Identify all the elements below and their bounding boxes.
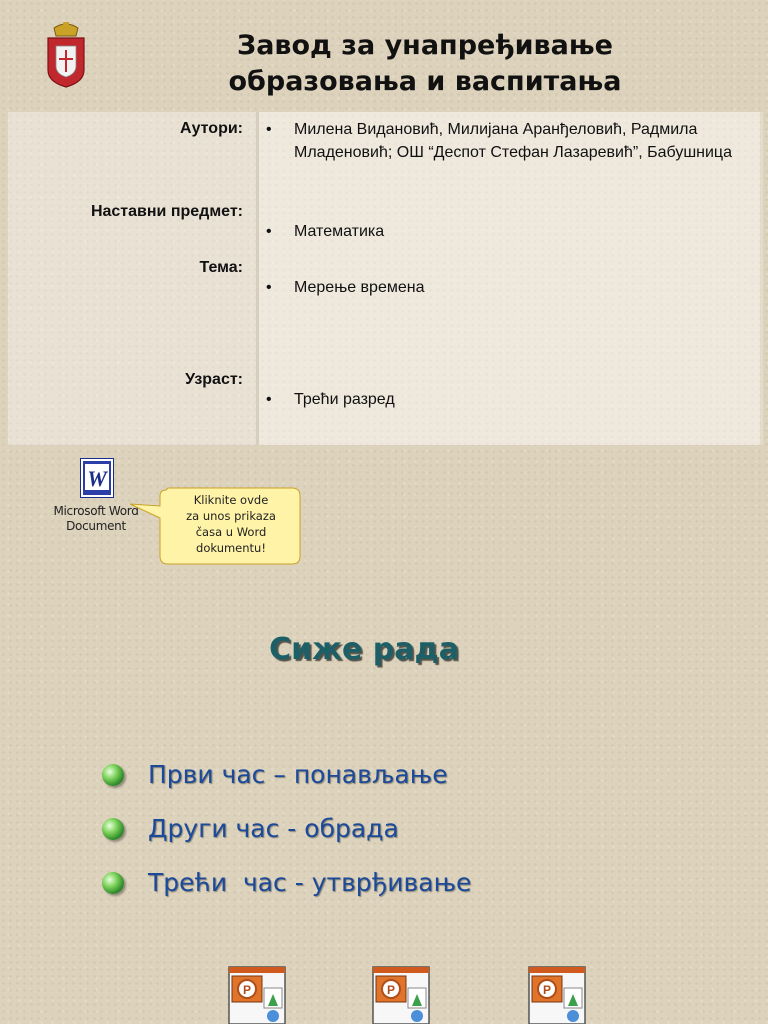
word-document-icon[interactable] <box>80 458 114 498</box>
lesson-text: Други час - обрада <box>148 814 399 843</box>
svg-text:P: P <box>242 983 252 997</box>
powerpoint-presentation-icon[interactable] <box>228 966 286 1024</box>
bullet-icon: • <box>266 279 272 296</box>
caption-line-1: Microsoft Word <box>53 504 139 518</box>
lesson-text: Трећи час - утврђивање <box>148 868 472 897</box>
callout-text <box>166 492 296 556</box>
serbian-coat-of-arms-icon <box>44 22 88 88</box>
green-bullet-icon <box>102 818 124 840</box>
institution-title <box>140 28 710 100</box>
bullet-icon: • <box>266 391 272 408</box>
authors-value <box>264 118 754 164</box>
title-line-1: Завод за унапређивање <box>237 30 613 61</box>
subject-value <box>264 220 754 243</box>
authors-text: Милена Видановић, Милијана Аранђеловић, Радмила Младеновић; ОШ “Деспот Стефан Лазаревић”, Бабушница <box>294 121 732 161</box>
callout-line-2: za unos prikaza <box>186 509 276 523</box>
green-bullet-icon <box>102 764 124 786</box>
age-label: Узраст: <box>185 371 243 388</box>
svg-text:P: P <box>386 983 396 997</box>
topic-text: Мерење времена <box>294 279 425 296</box>
svg-text:P: P <box>542 983 552 997</box>
summary-title: Сиже рада <box>269 632 459 667</box>
title-line-2: образовања и васпитања <box>228 66 622 97</box>
age-value <box>264 388 754 411</box>
bullet-icon: • <box>266 223 272 240</box>
caption-line-2: Document <box>66 519 126 533</box>
topic-value <box>264 276 754 299</box>
callout-line-4: dokumentu! <box>196 541 266 555</box>
subject-text: Математика <box>294 223 385 240</box>
powerpoint-presentation-icon[interactable] <box>372 966 430 1024</box>
callout-line-1: Kliknite ovde <box>193 493 269 507</box>
lesson-text: Први час – понављање <box>148 760 448 789</box>
lesson-item <box>102 868 472 955</box>
bullet-icon: • <box>266 121 272 138</box>
callout-line-3: časa u Word <box>195 525 267 539</box>
age-text: Трећи разред <box>294 391 395 408</box>
subject-label: Наставни предмет: <box>90 203 243 220</box>
svg-text:W: W <box>87 466 107 491</box>
topic-label: Тема: <box>199 259 243 276</box>
green-bullet-icon <box>102 872 124 894</box>
authors-label: Аутори: <box>180 120 243 137</box>
powerpoint-presentation-icon[interactable] <box>528 966 586 1024</box>
